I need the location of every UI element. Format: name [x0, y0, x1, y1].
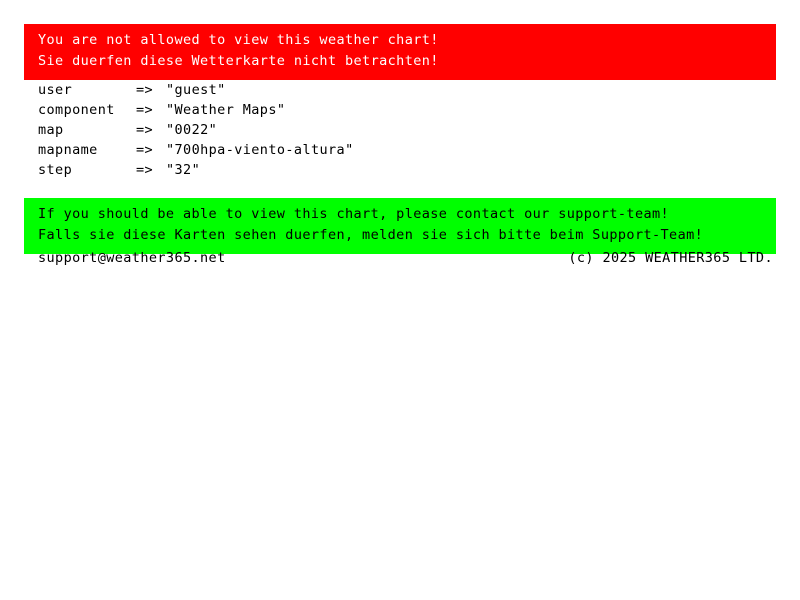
parameter-row-component: [38, 100, 354, 120]
error-banner: [24, 24, 776, 80]
parameter-value: "Weather Maps": [166, 102, 286, 118]
parameter-key: step: [38, 162, 73, 178]
parameter-row-user: [38, 80, 354, 100]
parameter-value: "700hpa-viento-altura": [166, 142, 354, 158]
parameter-row-map: [38, 120, 354, 140]
parameter-arrow: =>: [136, 82, 154, 98]
parameter-arrow: =>: [136, 162, 154, 178]
info-banner: [24, 198, 776, 254]
parameter-arrow: =>: [136, 122, 154, 138]
parameter-arrow: =>: [136, 102, 154, 118]
parameter-key: map: [38, 122, 64, 138]
parameter-list: [38, 80, 354, 180]
copyright-text: (c) 2025 WEATHER365 LTD.: [568, 250, 773, 266]
parameter-value: "32": [166, 162, 201, 178]
parameter-arrow: =>: [136, 142, 154, 158]
parameter-value: "guest": [166, 82, 226, 98]
parameter-key: component: [38, 102, 115, 118]
footer: [38, 250, 773, 266]
parameter-row-mapname: [38, 140, 354, 160]
parameter-key: mapname: [38, 142, 98, 158]
info-message-de: Falls sie diese Karten sehen duerfen, melden sie sich bitte beim Support-Team!: [38, 227, 704, 243]
info-message-en: If you should be able to view this chart, please contact our support-team!: [38, 206, 670, 222]
parameter-row-step: [38, 160, 354, 180]
support-email-link[interactable]: support@weather365.net: [38, 250, 226, 266]
parameter-key: user: [38, 82, 73, 98]
parameter-value: "0022": [166, 122, 218, 138]
error-message-de: Sie duerfen diese Wetterkarte nicht betrachten!: [38, 53, 439, 69]
error-message-en: You are not allowed to view this weather chart!: [38, 32, 439, 48]
